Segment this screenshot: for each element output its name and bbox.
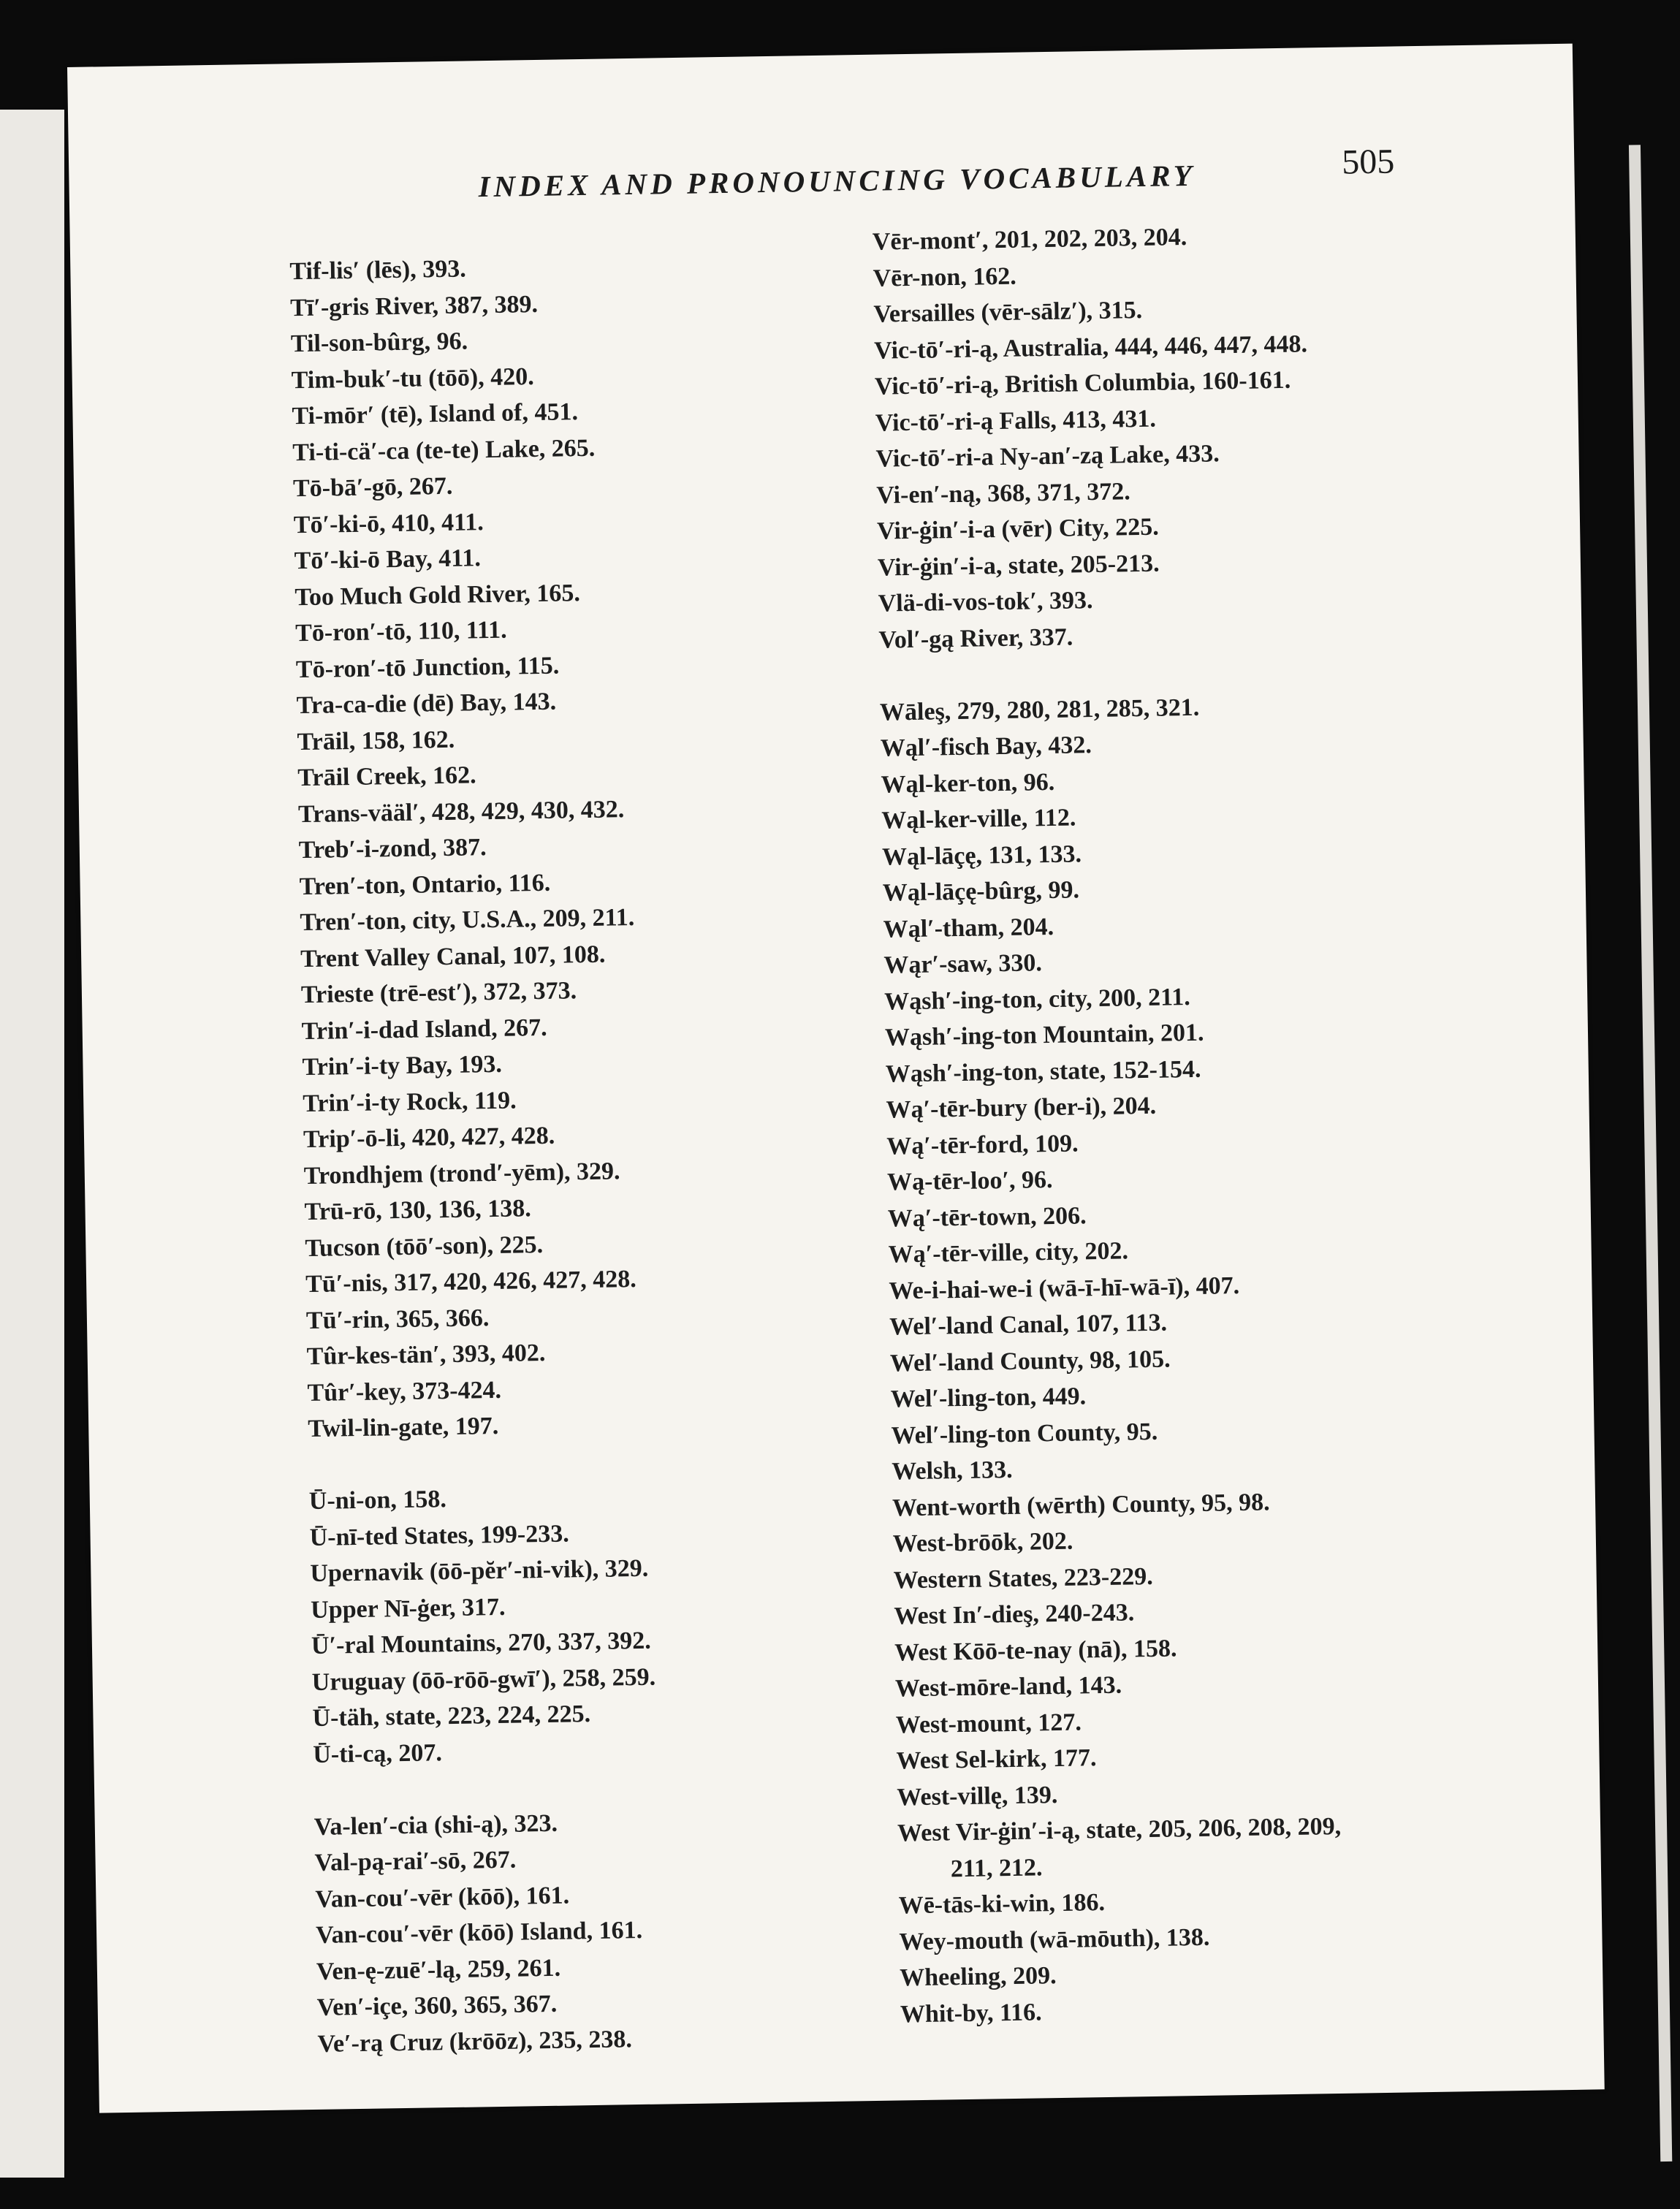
index-entry: Vic-tō′-ri-ą, British Columbia, 160-161. bbox=[874, 366, 1291, 400]
index-entry: Welsh, 133. bbox=[892, 1456, 1013, 1486]
index-entry: Vic-tō′-ri-ą Falls, 413, 431. bbox=[875, 405, 1157, 437]
index-entry: Wel′-land Canal, 107, 113. bbox=[889, 1309, 1168, 1341]
index-entry: Wąl-ker-ton, 96. bbox=[881, 768, 1055, 799]
index-entry: Van-cou′-vēr (kōō), 161. bbox=[315, 1882, 570, 1913]
index-entry: Ū-ti-cą, 207. bbox=[313, 1738, 443, 1768]
index-entry: Ū-nī-ted States, 199-233. bbox=[309, 1519, 569, 1551]
index-entry: Trent Valley Canal, 107, 108. bbox=[300, 940, 606, 973]
index-entry: Tif-lis′ (lēs), 393. bbox=[289, 255, 466, 286]
index-entry: Trin′-i-ty Bay, 193. bbox=[302, 1050, 503, 1081]
index-column-left bbox=[289, 248, 661, 2062]
index-entry: Wąl′-fisch Bay, 432. bbox=[880, 731, 1092, 762]
index-entry: West-mount, 127. bbox=[895, 1708, 1082, 1738]
section-gap bbox=[313, 1768, 658, 1809]
index-entry: Trāil, 158, 162. bbox=[297, 726, 455, 756]
index-entry: Wāleş, 279, 280, 281, 285, 321. bbox=[879, 693, 1200, 726]
index-entry: Wel′-land County, 98, 105. bbox=[889, 1345, 1171, 1377]
index-entry: Ti-mōr′ (tē), Island of, 451. bbox=[292, 398, 579, 430]
index-entry: Van-cou′-vēr (kōō) Island, 161. bbox=[315, 1916, 643, 1949]
index-entry: Wel′-ling-ton, 449. bbox=[890, 1383, 1087, 1413]
index-entry: Tū′-nis, 317, 420, 426, 427, 428. bbox=[305, 1265, 636, 1299]
index-entry: We-i-hai-we-i (wā-ī-hī-wā-ī), 407. bbox=[889, 1271, 1240, 1305]
index-entry: Wheeling, 209. bbox=[899, 1962, 1057, 1992]
index-entry: Wąl′-tham, 204. bbox=[883, 913, 1054, 943]
index-entry: Ū-ni-on, 158. bbox=[308, 1486, 447, 1516]
index-entry: Wąsh′-ing-ton Mountain, 201. bbox=[884, 1019, 1204, 1052]
index-entry: Tra-ca-die (dē) Bay, 143. bbox=[296, 688, 557, 720]
section-gap bbox=[308, 1442, 653, 1483]
index-entry: Tren′-ton, Ontario, 116. bbox=[299, 869, 551, 900]
index-entry: Val-pą-rai′-sō, 267. bbox=[314, 1846, 517, 1877]
index-entry: West Vir-ġin′-i-ą, state, 205, 206, 208, 209, bbox=[897, 1812, 1342, 1847]
index-entry: Ū′-ral Mountains, 270, 337, 392. bbox=[311, 1627, 652, 1660]
index-entry: Tûr′-key, 373-424. bbox=[307, 1376, 502, 1407]
index-entry: Wą′-tēr-ford, 109. bbox=[886, 1129, 1079, 1160]
index-entry: West-villę, 139. bbox=[897, 1781, 1058, 1811]
index-entry: Wąsh′-ing-ton, city, 200, 211. bbox=[883, 983, 1191, 1016]
index-entry: 211, 212. bbox=[950, 1853, 1043, 1882]
index-entry: Ven′-içe, 360, 365, 367. bbox=[316, 1990, 558, 2021]
index-entry: Tō-ron′-tō, 110, 111. bbox=[294, 616, 507, 647]
index-entry: Trondhjem (trond′-yēm), 329. bbox=[303, 1157, 620, 1190]
index-entry: Tī′-gris River, 387, 389. bbox=[289, 290, 539, 322]
index-entry: Tō′-ki-ō Bay, 411. bbox=[294, 544, 482, 575]
index-entry: Wē-tās-ki-win, 186. bbox=[898, 1889, 1106, 1920]
running-head: INDEX AND PRONOUNCING VOCABULARY bbox=[478, 158, 1196, 204]
index-entry: Vic-tō′-ri-ą, Australia, 444, 446, 447, 448. bbox=[873, 330, 1308, 365]
index-entry: Vēr-non, 162. bbox=[873, 262, 1017, 292]
index-entry: Vir-ġin′-i-a (vēr) City, 225. bbox=[876, 513, 1160, 545]
index-entry: Tō-ron′-tō Junction, 115. bbox=[295, 652, 560, 683]
index-entry: Uruguay (ōō-rōō-gwī′), 258, 259. bbox=[311, 1663, 656, 1696]
index-entry: Wą′-tēr-bury (ber-i), 204. bbox=[886, 1092, 1157, 1124]
index-entry: Vir-ġin′-i-a, state, 205-213. bbox=[877, 550, 1160, 582]
index-entry: Treb′-i-zond, 387. bbox=[298, 834, 487, 864]
index-entry: Trū-rō, 130, 136, 138. bbox=[304, 1195, 531, 1226]
index-entry: Upernavik (ōō-pĕr′-ni-vik), 329. bbox=[310, 1554, 649, 1588]
index-entry: Tim-buk′-tu (tōō), 420. bbox=[291, 362, 534, 394]
index-entry: Tûr-kes-tän′, 393, 402. bbox=[306, 1339, 546, 1371]
index-entry: Wą-tēr-loo′, 96. bbox=[886, 1166, 1053, 1196]
index-entry: West In′-dieş, 240-243. bbox=[894, 1599, 1135, 1630]
index-entry: Twil-lin-gate, 197. bbox=[308, 1412, 499, 1443]
index-entry: Ven-ę-zuē′-lą, 259, 261. bbox=[316, 1954, 561, 1985]
index-entry: Va-len′-cia (shi-ą), 323. bbox=[313, 1809, 558, 1841]
index-entry: Wą′-tēr-town, 206. bbox=[887, 1201, 1087, 1233]
index-entry: Vi-en′-ną, 368, 371, 372. bbox=[876, 477, 1130, 509]
index-entry: West Sel-kirk, 177. bbox=[896, 1744, 1097, 1775]
page-number: 505 bbox=[1341, 142, 1395, 182]
index-entry: Vol′-gą River, 337. bbox=[878, 623, 1073, 654]
index-entry: Trin′-i-dad Island, 267. bbox=[301, 1014, 547, 1045]
page-edge-shadow bbox=[1629, 145, 1672, 2162]
index-entry: Too Much Gold River, 165. bbox=[294, 579, 581, 611]
index-entry: Tucson (tōō′-son), 225. bbox=[305, 1231, 544, 1262]
index-entry: Wąl-lāçę-bûrg, 99. bbox=[882, 876, 1080, 907]
index-entry: Tren′-ton, city, U.S.A., 209, 211. bbox=[300, 903, 635, 937]
index-entry: Tū′-rin, 365, 366. bbox=[305, 1304, 490, 1334]
index-entry: Wąr′-saw, 330. bbox=[883, 949, 1043, 979]
index-entry: Western States, 223-229. bbox=[893, 1562, 1153, 1594]
index-entry: Vic-tō′-ri-a Ny-an′-zą Lake, 433. bbox=[875, 440, 1220, 473]
index-entry: Trieste (trē-est′), 372, 373. bbox=[300, 977, 577, 1009]
index-entry: Vlä-di-vos-tok′, 393. bbox=[878, 587, 1093, 617]
index-entry: West-brōōk, 202. bbox=[892, 1527, 1073, 1558]
index-entry: Went-worth (wērth) County, 95, 98. bbox=[892, 1488, 1270, 1522]
index-entry: Trip′-ō-li, 420, 427, 428. bbox=[303, 1122, 555, 1154]
index-entry: Wąl-lāçę, 131, 133. bbox=[881, 840, 1082, 871]
index-entry: Til-son-bûrg, 96. bbox=[290, 327, 468, 358]
index-entry: Ū-täh, state, 223, 224, 225. bbox=[312, 1700, 591, 1733]
index-entry: Wąsh′-ing-ton, state, 152-154. bbox=[885, 1055, 1201, 1088]
index-column-right bbox=[873, 217, 1345, 2032]
index-entry: Trin′-i-ty Rock, 119. bbox=[303, 1087, 517, 1117]
index-entry: Wą′-tēr-ville, city, 202. bbox=[888, 1237, 1129, 1269]
index-entry: Tō′-ki-ō, 410, 411. bbox=[293, 508, 484, 539]
index-entry: Vēr-mont′, 201, 202, 203, 204. bbox=[872, 223, 1187, 256]
index-entry: Tō-bā′-gō, 267. bbox=[292, 472, 453, 503]
adjacent-page-edge bbox=[0, 110, 64, 2178]
index-entry: Whit-by, 116. bbox=[900, 1998, 1042, 2028]
index-entry: Ti-ti-cä′-ca (te-te) Lake, 265. bbox=[292, 434, 596, 466]
index-entry: West Kōō-te-nay (nā), 158. bbox=[894, 1634, 1177, 1666]
index-entry: Wel′-ling-ton County, 95. bbox=[891, 1418, 1158, 1450]
index-entry: Trans-vääl′, 428, 429, 430, 432. bbox=[297, 795, 625, 828]
book-page bbox=[67, 44, 1605, 2113]
index-entry: Upper Nī-ġer, 317. bbox=[310, 1593, 506, 1624]
index-entry: Wąl-ker-ville, 112. bbox=[881, 804, 1076, 834]
index-entry: Wey-mouth (wā-mōuth), 138. bbox=[899, 1923, 1210, 1955]
index-entry: Ve′-rą Cruz (krōōz), 235, 238. bbox=[317, 2025, 633, 2058]
index-entry: West-mōre-land, 143. bbox=[894, 1671, 1122, 1703]
index-entry: Versailles (vēr-sālz′), 315. bbox=[873, 296, 1143, 328]
index-entry: Trāil Creek, 162. bbox=[297, 761, 476, 792]
